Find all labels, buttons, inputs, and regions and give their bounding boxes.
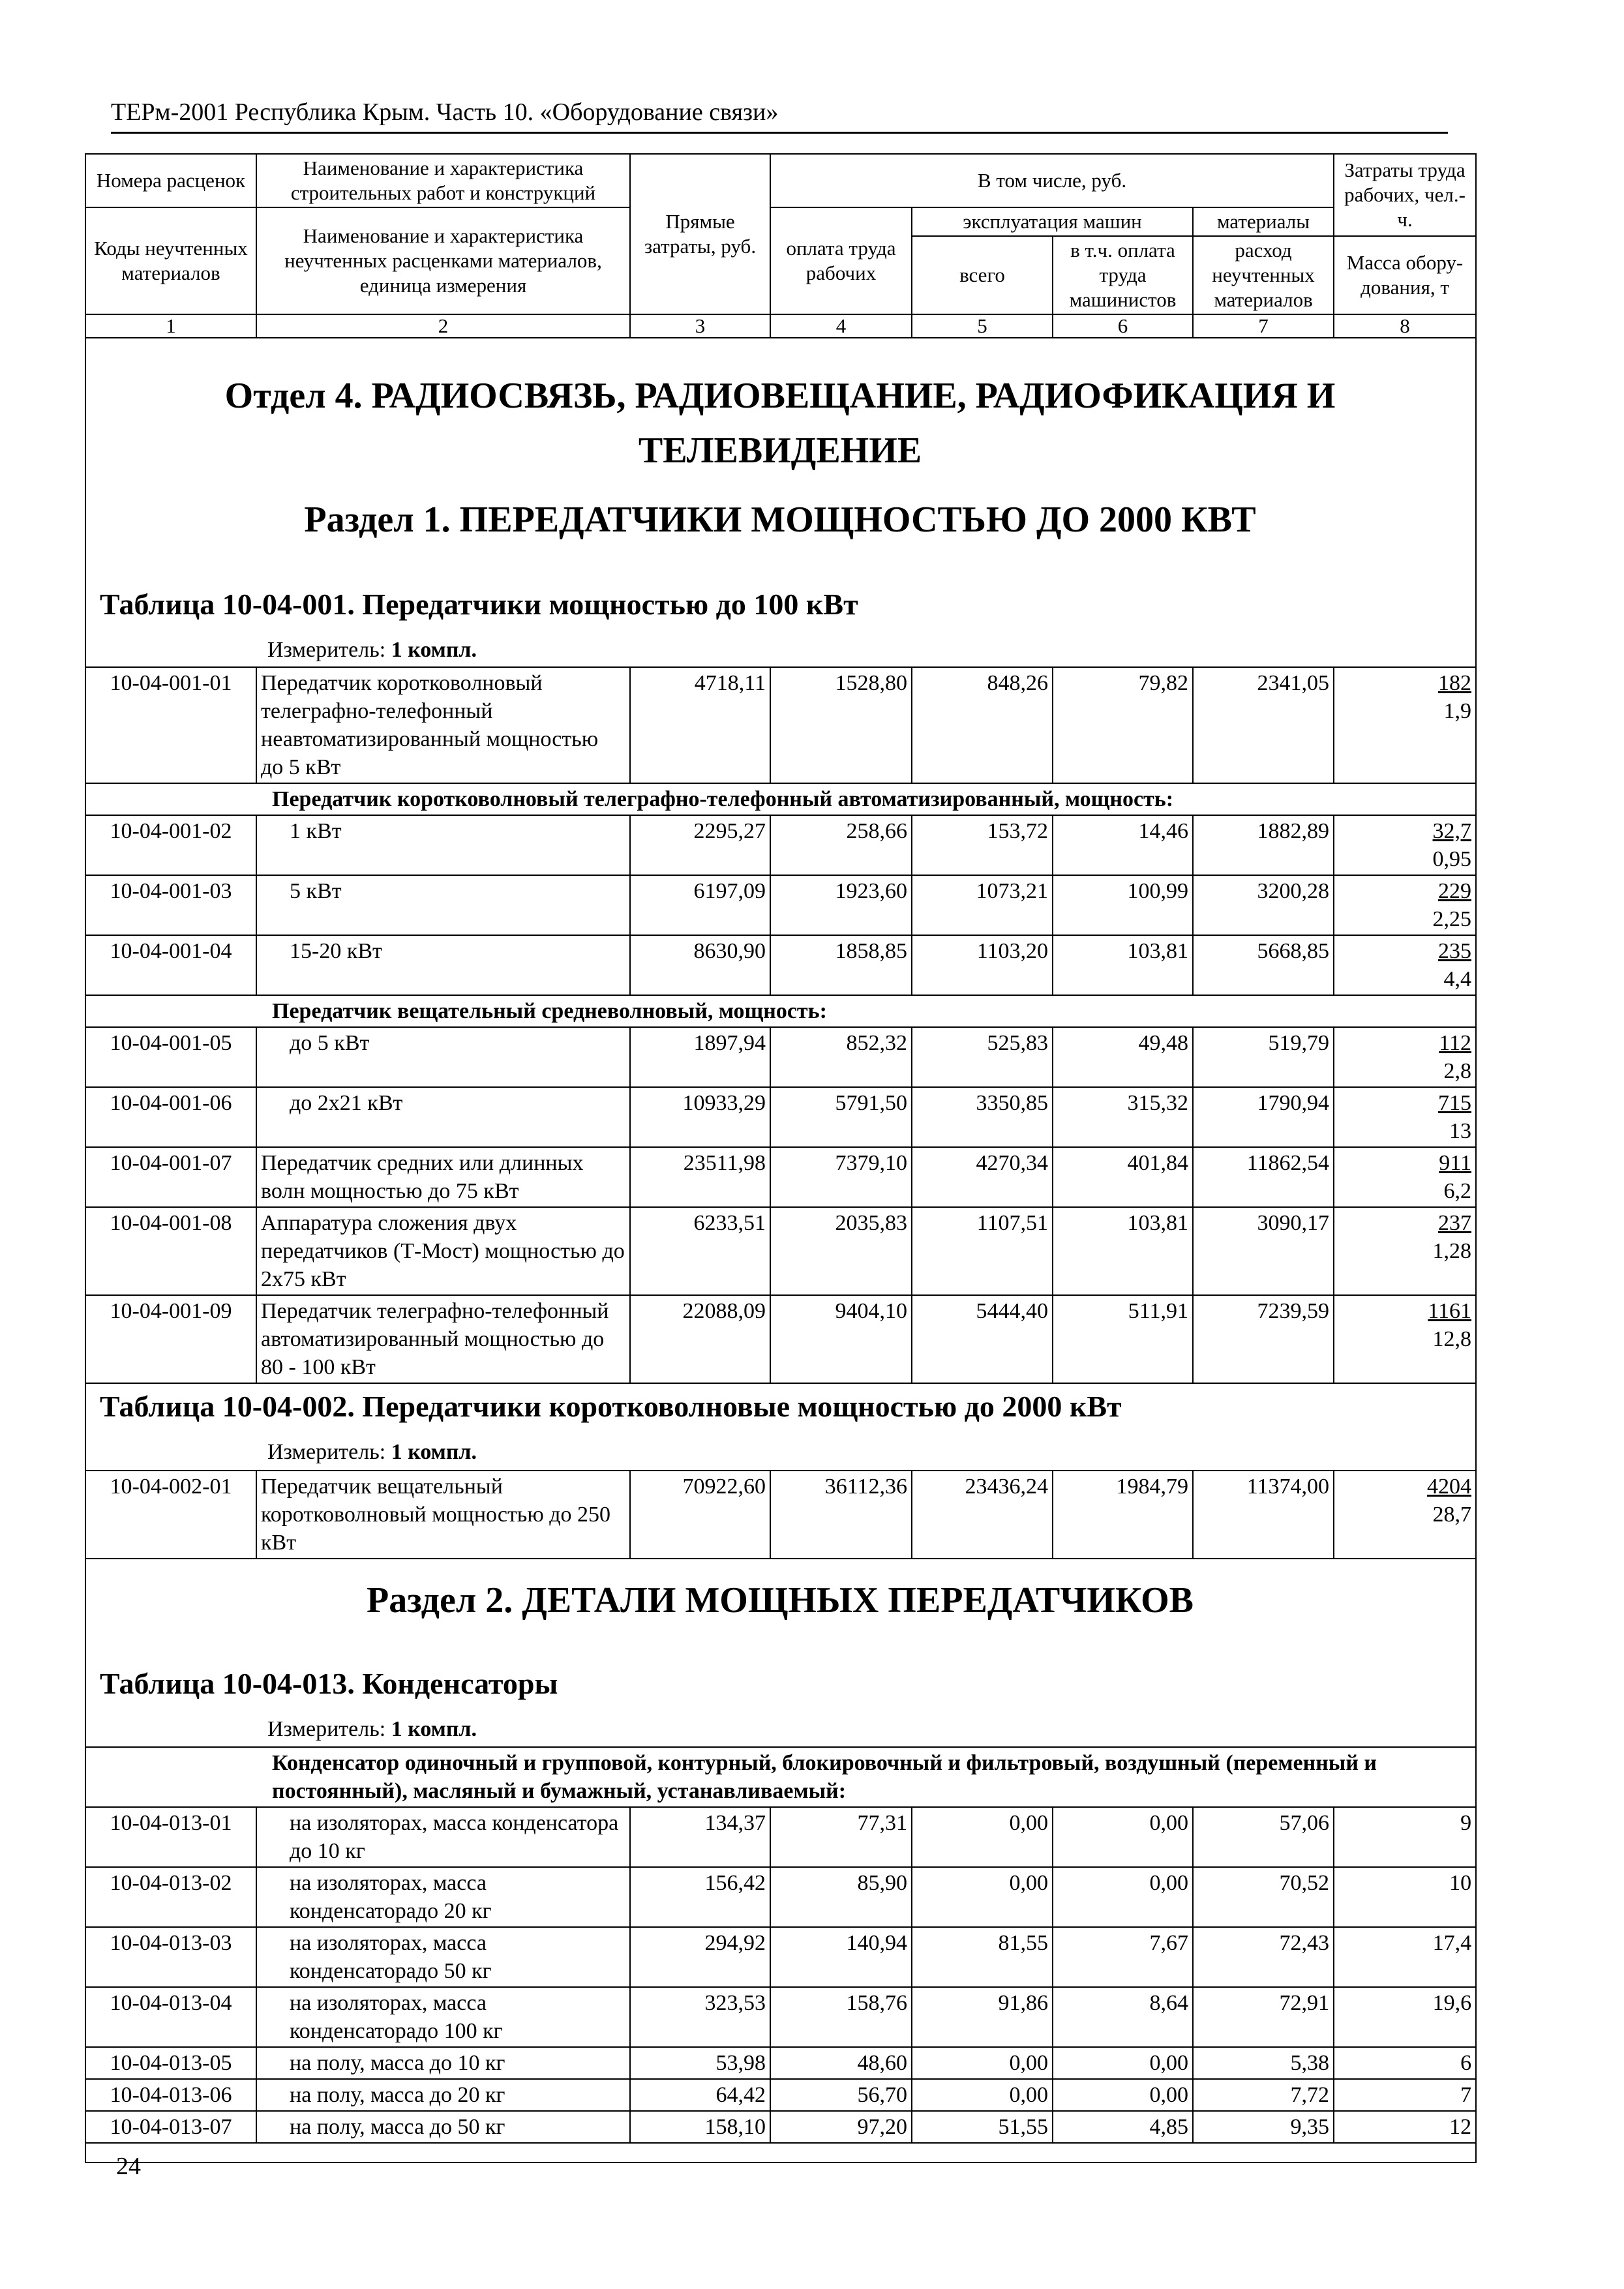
rate-name: Передатчик телеграфно-телефонный автоматизированный мощностью до 80 - 100 кВт	[256, 1295, 630, 1383]
cost-c3: 8630,90	[630, 935, 770, 995]
cost-c3: 23511,98	[630, 1147, 770, 1207]
rate-name: Передатчик коротковолновый телеграфно-телефонный неавтоматизированный мощностью до 5 кВт	[256, 667, 630, 783]
labor-hours: 10	[1449, 1871, 1472, 1895]
rate-name: на полу, масса до 10 кг	[256, 2047, 630, 2079]
cost-c6: 103,81	[1053, 935, 1193, 995]
page-number: 24	[116, 2153, 141, 2180]
cost-c6: 8,64	[1053, 1987, 1193, 2047]
cost-c6: 7,67	[1053, 1927, 1193, 1987]
rate-name: до 5 кВт	[256, 1027, 630, 1087]
table-row	[85, 1867, 1476, 1927]
cost-c3: 134,37	[630, 1807, 770, 1867]
cost-c4: 9404,10	[770, 1295, 912, 1383]
rate-name: Передатчик средних или длинных волн мощностью до 75 кВт	[256, 1147, 630, 1207]
cost-c5: 81,55	[912, 1927, 1053, 1987]
table-row	[85, 1927, 1476, 1987]
razdel-1-title: Раздел 1. ПЕРЕДАТЧИКИ МОЩНОСТЬЮ ДО 2000 КВТ	[304, 500, 1256, 540]
cost-c3: 323,53	[630, 1987, 770, 2047]
cost-c5: 525,83	[912, 1027, 1053, 1087]
col-header-unaccounted-materials: расход неучтенных материалов	[1193, 236, 1334, 314]
cost-c7: 5668,85	[1193, 935, 1334, 995]
cost-c7: 57,06	[1193, 1807, 1334, 1867]
cost-c4: 258,66	[770, 815, 912, 875]
rate-code: 10-04-001-02	[85, 815, 256, 875]
rate-code: 10-04-013-05	[85, 2047, 256, 2079]
rate-name: 15-20 кВт	[256, 935, 630, 995]
cost-c4: 97,20	[770, 2111, 912, 2143]
rate-code: 10-04-001-04	[85, 935, 256, 995]
column-header-table	[85, 153, 1477, 338]
labor-cost	[1334, 875, 1476, 935]
cost-c4: 7379,10	[770, 1147, 912, 1207]
col-header-machines: эксплуатация машин	[912, 207, 1193, 236]
cost-c3: 2295,27	[630, 815, 770, 875]
cost-c6: 1984,79	[1053, 1471, 1193, 1559]
col-num: 3	[630, 314, 770, 338]
equipment-mass: 1,28	[1432, 1239, 1471, 1263]
labor-hours: 19,6	[1432, 1991, 1472, 2015]
cost-c4: 48,60	[770, 2047, 912, 2079]
col-num: 2	[256, 314, 630, 338]
table-row	[85, 667, 1476, 783]
labor-cost	[1334, 1207, 1476, 1295]
rate-code: 10-04-001-06	[85, 1087, 256, 1147]
cost-c5: 0,00	[912, 1867, 1053, 1927]
table-row	[85, 1807, 1476, 1867]
table-3-title: Таблица 10-04-013. Конденсаторы	[100, 1667, 558, 1700]
cost-c7: 70,52	[1193, 1867, 1334, 1927]
equipment-mass: 28,7	[1432, 1503, 1471, 1527]
cost-c5: 91,86	[912, 1987, 1053, 2047]
rate-name: на полу, масса до 20 кг	[256, 2079, 630, 2111]
cost-c6: 0,00	[1053, 2079, 1193, 2111]
labor-hours: 17,4	[1432, 1931, 1472, 1955]
cost-c7: 3200,28	[1193, 875, 1334, 935]
rate-code: 10-04-002-01	[85, 1471, 256, 1559]
table-group-row	[85, 995, 1476, 1027]
col-num: 4	[770, 314, 912, 338]
labor-hours: 235	[1438, 939, 1471, 963]
table-row	[85, 2079, 1476, 2111]
table-row	[85, 1471, 1476, 1559]
cost-c6: 315,32	[1053, 1087, 1193, 1147]
cost-c6: 14,46	[1053, 815, 1193, 875]
labor-cost	[1334, 1471, 1476, 1559]
cost-c4: 1858,85	[770, 935, 912, 995]
rate-code: 10-04-001-03	[85, 875, 256, 935]
cost-c5: 1103,20	[912, 935, 1053, 995]
table-group-row	[85, 1747, 1476, 1807]
otdel-title: Отдел 4. РАДИОСВЯЗЬ, РАДИОВЕЩАНИЕ, РАДИОФИКАЦИЯ И ТЕЛЕВИДЕНИЕ	[224, 376, 1336, 471]
labor-hours: 112	[1439, 1031, 1471, 1055]
cost-c7: 72,43	[1193, 1927, 1334, 1987]
equipment-mass: 12,8	[1432, 1327, 1471, 1351]
cost-c6: 0,00	[1053, 1807, 1193, 1867]
rate-name: на изоляторах, масса конденсаторадо 50 кг	[256, 1927, 630, 1987]
cost-c6: 0,00	[1053, 1867, 1193, 1927]
cost-c5: 3350,85	[912, 1087, 1053, 1147]
equipment-mass: 2,25	[1432, 907, 1471, 931]
cost-c5: 0,00	[912, 2047, 1053, 2079]
col-header-materials: материалы	[1193, 207, 1334, 236]
cost-c7: 11374,00	[1193, 1471, 1334, 1559]
table-row	[85, 875, 1476, 935]
labor-cost	[1334, 935, 1476, 995]
rate-code: 10-04-013-02	[85, 1867, 256, 1927]
col-num: 6	[1053, 314, 1193, 338]
cost-c3: 156,42	[630, 1867, 770, 1927]
labor-hours: 1161	[1428, 1299, 1471, 1323]
cost-c7: 3090,17	[1193, 1207, 1334, 1295]
labor-hours: 229	[1438, 879, 1471, 903]
cost-c4: 158,76	[770, 1987, 912, 2047]
cost-c5: 4270,34	[912, 1147, 1053, 1207]
cost-c6: 100,99	[1053, 875, 1193, 935]
cost-c6: 401,84	[1053, 1147, 1193, 1207]
labor-cost	[1334, 1147, 1476, 1207]
group-heading: Конденсатор одиночный и групповой, контурный, блокировочный и фильтровый, воздушный (переменный и постоянный), масляный и бумажный, устанавливаемый:	[85, 1747, 1476, 1807]
cost-c7: 7239,59	[1193, 1295, 1334, 1383]
col-num: 7	[1193, 314, 1334, 338]
col-header-wages: оплата труда рабочих	[770, 207, 912, 314]
group-heading: Передатчик вещательный средневолновый, мощность:	[85, 995, 1476, 1027]
rate-code: 10-04-001-01	[85, 667, 256, 783]
cost-c4: 36112,36	[770, 1471, 912, 1559]
labor-hours: 4204	[1427, 1474, 1471, 1499]
rate-name: до 2х21 кВт	[256, 1087, 630, 1147]
cost-c3: 6233,51	[630, 1207, 770, 1295]
col-num: 5	[912, 314, 1053, 338]
cost-c6: 103,81	[1053, 1207, 1193, 1295]
cost-c3: 4718,11	[630, 667, 770, 783]
equipment-mass: 6,2	[1443, 1179, 1471, 1203]
page-header: ТЕРм-2001 Республика Крым. Часть 10. «Оборудование связи»	[111, 98, 1448, 134]
cost-c7: 519,79	[1193, 1027, 1334, 1087]
table-3-measure: Измеритель: 1 компл.	[267, 1717, 477, 1741]
col-header-total: всего	[912, 236, 1053, 314]
labor-cost	[1334, 1087, 1476, 1147]
rate-code: 10-04-001-05	[85, 1027, 256, 1087]
cost-c5: 5444,40	[912, 1295, 1053, 1383]
labor-cost	[1334, 2079, 1476, 2111]
cost-c6: 511,91	[1053, 1295, 1193, 1383]
labor-cost	[1334, 2111, 1476, 2143]
col-num: 1	[85, 314, 256, 338]
col-num: 8	[1334, 314, 1476, 338]
rate-name: 5 кВт	[256, 875, 630, 935]
razdel-2-title: Раздел 2. ДЕТАЛИ МОЩНЫХ ПЕРЕДАТЧИКОВ	[366, 1580, 1194, 1621]
rate-name: Передатчик вещательный коротковолновый мощностью до 250 кВт	[256, 1471, 630, 1559]
cost-c5: 1073,21	[912, 875, 1053, 935]
labor-hours: 6	[1460, 2051, 1472, 2075]
col-header-mass: Масса обору-дования, т	[1334, 236, 1476, 314]
col-header-codes: Номера расценок	[85, 154, 256, 207]
cost-c6: 4,85	[1053, 2111, 1193, 2143]
labor-cost	[1334, 1807, 1476, 1867]
cost-c7: 11862,54	[1193, 1147, 1334, 1207]
cost-c4: 1923,60	[770, 875, 912, 935]
col-header-direct-cost: Прямые затраты, руб.	[630, 154, 770, 314]
cost-c4: 5791,50	[770, 1087, 912, 1147]
cost-c5: 23436,24	[912, 1471, 1053, 1559]
cost-c5: 153,72	[912, 815, 1053, 875]
cost-c7: 1790,94	[1193, 1087, 1334, 1147]
labor-cost	[1334, 1927, 1476, 1987]
rate-code: 10-04-001-08	[85, 1207, 256, 1295]
table-row	[85, 1087, 1476, 1147]
rate-code: 10-04-013-04	[85, 1987, 256, 2047]
equipment-mass: 0,95	[1432, 847, 1471, 871]
group-heading: Передатчик коротковолновый телеграфно-телефонный автоматизированный, мощность:	[85, 783, 1476, 815]
col-header-labor: Затраты труда рабочих, чел.-ч.	[1334, 154, 1476, 236]
table-row	[85, 2111, 1476, 2143]
rate-code: 10-04-013-06	[85, 2079, 256, 2111]
cost-c4: 77,31	[770, 1807, 912, 1867]
cost-c5: 0,00	[912, 2079, 1053, 2111]
cost-c3: 158,10	[630, 2111, 770, 2143]
cost-c7: 9,35	[1193, 2111, 1334, 2143]
rate-code: 10-04-013-03	[85, 1927, 256, 1987]
table-row	[85, 815, 1476, 875]
cost-c3: 64,42	[630, 2079, 770, 2111]
col-header-material-codes: Коды неучтенных материалов	[85, 207, 256, 314]
rate-code: 10-04-013-07	[85, 2111, 256, 2143]
table-2-title: Таблица 10-04-002. Передатчики коротковолновые мощностью до 2000 кВт	[100, 1390, 1122, 1423]
rate-code: 10-04-013-01	[85, 1807, 256, 1867]
labor-hours: 237	[1438, 1211, 1471, 1235]
table-row	[85, 1987, 1476, 2047]
table-row	[85, 1147, 1476, 1207]
rate-code: 10-04-001-07	[85, 1147, 256, 1207]
labor-cost	[1334, 1867, 1476, 1927]
rate-name: Аппаратура сложения двух передатчиков (Т-Мост) мощностью до 2х75 кВт	[256, 1207, 630, 1295]
col-header-material-name: Наименование и характеристика неучтенных расценками материалов, единица измерения	[256, 207, 630, 314]
labor-cost	[1334, 2047, 1476, 2079]
cost-c3: 22088,09	[630, 1295, 770, 1383]
table-row	[85, 1295, 1476, 1383]
labor-cost	[1334, 1295, 1476, 1383]
table-row	[85, 935, 1476, 995]
labor-hours: 7	[1460, 2083, 1472, 2107]
cost-c6: 49,48	[1053, 1027, 1193, 1087]
labor-cost	[1334, 1987, 1476, 2047]
cost-c5: 848,26	[912, 667, 1053, 783]
table-row	[85, 1207, 1476, 1295]
cost-c5: 0,00	[912, 1807, 1053, 1867]
cost-c4: 2035,83	[770, 1207, 912, 1295]
labor-hours: 32,7	[1432, 819, 1471, 843]
cost-c3: 6197,09	[630, 875, 770, 935]
table-group-row	[85, 783, 1476, 815]
table-2	[85, 1470, 1477, 1559]
equipment-mass: 13	[1449, 1119, 1471, 1143]
cost-c4: 1528,80	[770, 667, 912, 783]
cost-c3: 53,98	[630, 2047, 770, 2079]
rate-name: на изоляторах, масса конденсаторадо 100 кг	[256, 1987, 630, 2047]
cost-c3: 294,92	[630, 1927, 770, 1987]
col-header-name: Наименование и характеристика строительных работ и конструкций	[256, 154, 630, 207]
rate-name: на полу, масса до 50 кг	[256, 2111, 630, 2143]
rate-name: 1 кВт	[256, 815, 630, 875]
cost-c7: 5,38	[1193, 2047, 1334, 2079]
cost-c6: 79,82	[1053, 667, 1193, 783]
cost-c7: 7,72	[1193, 2079, 1334, 2111]
labor-hours: 911	[1439, 1151, 1471, 1175]
cost-c4: 56,70	[770, 2079, 912, 2111]
cost-c4: 85,90	[770, 1867, 912, 1927]
labor-hours: 12	[1449, 2115, 1472, 2139]
rate-name: на изоляторах, масса конденсаторадо 20 кг	[256, 1867, 630, 1927]
cost-c6: 0,00	[1053, 2047, 1193, 2079]
labor-cost	[1334, 1027, 1476, 1087]
rate-code: 10-04-001-09	[85, 1295, 256, 1383]
cost-c3: 10933,29	[630, 1087, 770, 1147]
equipment-mass: 4,4	[1443, 967, 1471, 991]
col-header-operator-wages: в т.ч. оплата труда машинистов	[1053, 236, 1193, 314]
labor-hours: 9	[1460, 1811, 1472, 1835]
table-2-measure: Измеритель: 1 компл.	[267, 1440, 477, 1464]
table-row	[85, 2047, 1476, 2079]
table-1-title: Таблица 10-04-001. Передатчики мощностью до 100 кВт	[100, 588, 858, 621]
cost-c7: 1882,89	[1193, 815, 1334, 875]
table-1	[85, 666, 1477, 1384]
cost-c7: 2341,05	[1193, 667, 1334, 783]
cost-c5: 51,55	[912, 2111, 1053, 2143]
equipment-mass: 1,9	[1443, 699, 1471, 723]
cost-c3: 1897,94	[630, 1027, 770, 1087]
cost-c5: 1107,51	[912, 1207, 1053, 1295]
labor-hours: 182	[1438, 671, 1471, 695]
labor-cost	[1334, 667, 1476, 783]
table-1-measure: Измеритель: 1 компл.	[267, 638, 477, 662]
table-row	[85, 1027, 1476, 1087]
cost-c4: 140,94	[770, 1927, 912, 1987]
cost-c3: 70922,60	[630, 1471, 770, 1559]
rate-name: на изоляторах, масса конденсатора до 10 кг	[256, 1807, 630, 1867]
labor-hours: 715	[1438, 1091, 1471, 1115]
cost-c7: 72,91	[1193, 1987, 1334, 2047]
table-3	[85, 1746, 1477, 2144]
labor-cost	[1334, 815, 1476, 875]
cost-c4: 852,32	[770, 1027, 912, 1087]
col-header-including: В том числе, руб.	[770, 154, 1334, 207]
equipment-mass: 2,8	[1443, 1059, 1471, 1083]
